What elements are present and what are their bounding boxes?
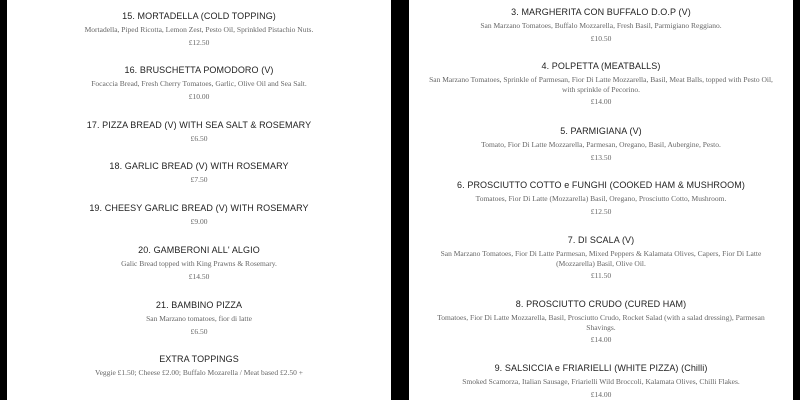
item-price: £7.50 [190,175,208,184]
item-title: 16. BRUSCHETTA POMODORO (V) [124,65,274,75]
item-price: £12.50 [188,37,210,47]
menu-item [409,363,793,399]
item-description: Tomato, Fior Di Latte Mozzarella, Parmesan, Oregano, Basil, Aubergine, Pesto. [481,140,721,149]
item-title: 6. PROSCIUTTO COTTO e FUNGHI (COOKED HAM & MUSHROOM) [457,180,745,190]
item-title: 18. GARLIC BREAD (V) WITH ROSEMARY [109,161,289,171]
extra-toppings [7,354,391,378]
item-price: £14.00 [590,97,612,106]
item-description: Galic Bread topped with King Prawns & Rosemary. [121,259,277,268]
menu-item [409,299,793,344]
item-price: £10.00 [188,91,210,101]
item-description: San Marzano Tomatoes, Sprinkle of Parmesan, Fior Di Latte Mozzarella, Basil, Meat Balls, topped with Pesto Oil, with sprinkle of Pecorino. [429,75,773,94]
item-price: £6.50 [190,326,208,336]
menu-item [7,300,391,336]
item-title: 20. GAMBERONI ALL' ALGIO [138,245,260,255]
menu-item [7,65,391,101]
item-price: £10.50 [590,33,612,43]
item-title: EXTRA TOPPINGS [159,354,239,364]
item-price: £14.00 [590,389,612,399]
item-price: £11.50 [590,271,612,280]
item-description: Focaccia Bread, Fresh Cherry Tomatoes, Garlic, Olive Oil and Sea Salt. [91,79,307,88]
menu-page-left [7,0,391,400]
menu-item [409,61,793,106]
item-title: 21. BAMBINO PIZZA [155,300,243,310]
item-description: Tomatoes, Fior Di Latte Mozzarella, Basil, Prosciutto Crudo, Rocket Salad (with a salad dressing), Parmesan Shavings. [437,313,765,332]
item-description: Smoked Scamorza, Italian Sausage, Friarielli Wild Broccoli, Kalamata Olives, Chilli Flakes. [462,377,740,386]
menu-item [409,7,793,43]
item-title: 8. PROSCIUTTO CRUDO (CURED HAM) [515,299,687,309]
item-title: 9. SALSICCIA e FRIARIELLI (WHITE PIZZA) (Chilli) [494,363,708,373]
item-description: San Marzano Tomatoes, Buffalo Mozzarella, Fresh Basil, Parmigiano Reggiano. [480,21,722,30]
item-title: 5. PARMIGIANA (V) [560,126,642,136]
item-title: 15. MORTADELLA (COLD TOPPING) [122,11,276,21]
menu-item [7,203,391,226]
item-price: £13.50 [590,152,612,162]
menu-item [409,235,793,280]
item-description: San Marzano tomatoes, fior di latte [146,314,252,323]
menu-item [7,161,391,184]
menu-item [7,11,391,47]
item-price: £6.50 [190,134,208,143]
item-description: Mortadella, Piped Ricotta, Lemon Zest, Pesto Oil, Sprinkled Pistachio Nuts. [84,25,314,34]
menu-item [409,180,793,216]
item-description: Veggie £1.50; Cheese £2.00; Buffalo Mozarella / Meat based £2.50 + [94,368,303,377]
menu-item [7,245,391,281]
item-title: 4. POLPETTA (MEATBALLS) [541,61,661,71]
item-price: £9.00 [190,217,208,226]
menu-item [409,126,793,162]
item-description: San Marzano Tomatoes, Fior Di Latte Parmesan, Mixed Peppers & Kalamata Olives, Capers, Fior Di Latte (Mozzarella) Basil, Olive Oil. [440,249,762,268]
menu-page-right [409,0,793,400]
item-price: £12.50 [590,206,612,216]
menu-item [7,120,391,143]
item-title: 19. CHEESY GARLIC BREAD (V) WITH ROSEMARY [89,203,309,213]
item-description: Tomatoes, Fior Di Latte (Mozzarella) Basil, Oregano, Prosciutto Cotto, Mushroom. [475,194,727,203]
item-price: £14.00 [590,335,612,344]
item-price: £14.50 [188,271,210,281]
item-title: 7. DI SCALA (V) [567,235,635,245]
item-title: 3. MARGHERITA CON BUFFALO D.O.P (V) [511,7,691,17]
item-title: 17. PIZZA BREAD (V) WITH SEA SALT & ROSEMARY [86,120,312,130]
